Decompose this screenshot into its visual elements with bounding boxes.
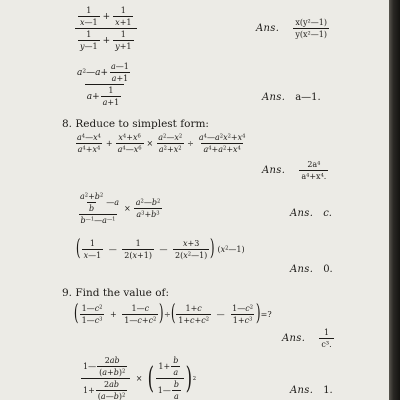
expression-product-3: $\frac{a^4—x^4}{a^4+x^4}$ + $\frac{x^4+x^6}{a^4—x^6}$ × $\frac{a^2—x^2}{a^2+x^2}$ ÷ $\frac{a^4—a^2x^2+x^4}{a^4+a^2+x^4}$ xyxy=(77,133,246,154)
expression-compound-fraction-2: $a^2—a+$ $\frac{a—1}{a+1}$ a+ $\frac{1}{a+1}$ xyxy=(77,62,129,107)
answer-4: Ans. c. xyxy=(290,208,332,219)
expression-product-4: $\frac{a^2+b^2}{b}$ — a $b^{—1}—a^{—1}$ × $\frac{a^2—b^2}{a^3+b^3}$ xyxy=(80,192,161,225)
expression-bracket-5: ( $\frac{1}{x—1}$ — $\frac{1}{2(x+1)}$ — $\frac{x+3}{2(x^2—1)}$ ) $(x^2—1)$ xyxy=(75,236,245,261)
problem-8-heading: 8. Reduce to simplest form: xyxy=(62,118,209,130)
answer-2: Ans. a—1. xyxy=(262,92,321,103)
answer-3: Ans. $\frac{\text{2a⁴}}{\text{a⁴+x⁴.}}$ xyxy=(262,160,327,181)
answer-6: Ans. $\frac{1}{\text{c³.}}$ xyxy=(282,328,332,349)
expression-product-7: 1— $\frac{2ab}{(a+b)^2}$ 1+ $\frac{2ab}{(a—b)^2}$ × ( 1+ $\frac{b}{a}$ 1— $\frac{b}{a}$ ) 2 xyxy=(83,356,197,400)
book-binding-edge xyxy=(389,0,400,400)
answer-1: Ans. $\frac{\text{x(y²—1)}}{\text{y(x²—1)}}$ xyxy=(256,18,327,39)
problem-9-heading: 9. Find the value of: xyxy=(62,287,169,299)
answer-7: Ans. 1. xyxy=(290,385,333,396)
expression-quotient-6: ( $\frac{1—c^2}{1—c^3}$ + $\frac{1—c}{1—c+c^2}$ ) ÷ ( $\frac{1+c}{1+c+c^2}$ — $\frac{1—c^2}{1+c^3}$ ) =? xyxy=(73,301,272,326)
expression-compound-fraction-1: $\frac{1}{x—1}$ + $\frac{1}{x+1}$ $\frac{1}{y—1}$ + $\frac{1}{y+1}$ xyxy=(74,6,138,51)
answer-5: Ans. 0. xyxy=(290,264,333,275)
